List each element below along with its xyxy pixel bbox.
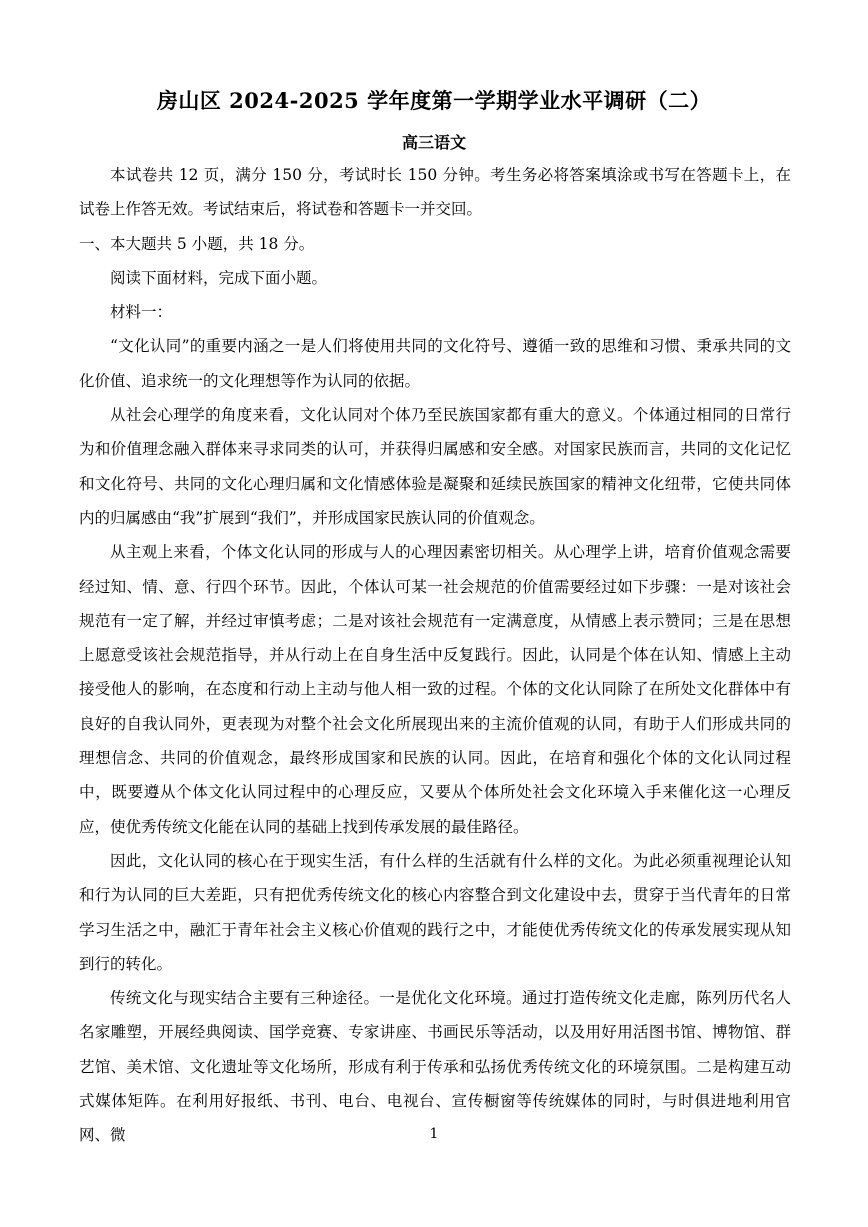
- page-number: 1: [429, 1126, 439, 1142]
- material-paragraph: 从主观上来看，个体文化认同的形成与人的心理因素密切相关。从心理学上讲，培育价值观念需要经过知、情、意、行四个环节。因此，个体认可某一社会规范的价值需要经过如下步骤：一是对该社会规范有一定了解，并经过审慎考虑；二是对该社会规范有一定满意度，从情感上表示赞同；三是在思想上愿意受该社会规范指导，并从行动上在自身生活中反复践行。因此，认同是个体在认知、情感上主动接受他人的影响，在态度和行动上主动与他人相一致的过程。个体的文化认同除了在所处文化群体中有良好的自我认同外，更表现为对整个社会文化所展现出来的主流价值观的认同，有助于人们形成共同的理想信念、共同的价值观念，最终形成国家和民族的认同。因此，在培育和强化个体的文化认同过程中，既要遵从个体文化认同过程中的心理反应，又要从个体所处社会文化环境入手来催化这一心理反应，使优秀传统文化能在认同的基础上找到传承发展的最佳路径。: [79, 543, 791, 836]
- exam-title: 房山区 2024-2025 学年度第一学期学业水平调研（二）: [156, 88, 712, 113]
- material-paragraph: “文化认同”的重要内涵之一是人们将使用共同的文化符号、遵循一致的思维和习惯、秉承共同的文化价值、追求统一的文化理想等作为认同的依据。: [79, 337, 791, 390]
- exam-body: [79, 158, 791, 1153]
- material-paragraph: 传统文化与现实结合主要有三种途径。一是优化文化环境。通过打造传统文化走廊，陈列历代名人名家雕塑，开展经典阅读、国学竞赛、专家讲座、书画民乐等活动，以及用好用活图书馆、博物馆、群艺馆、美术馆、文化遗址等文化场所，形成有利于传承和弘扬优秀传统文化的环境氛围。二是构建互动式媒体矩阵。在利用好报纸、书刊、电台、电视台、宣传橱窗等传统媒体的同时，与时俱进地利用官网、微: [79, 989, 791, 1145]
- exam-instructions: 本试卷共 12 页，满分 150 分，考试时长 150 分钟。考生务必将答案填涂或书写在答题卡上，在试卷上作答无效。考试结束后，将试卷和答题卡一并交回。: [79, 166, 791, 219]
- reading-directive: 阅读下面材料，完成下面小题。: [110, 268, 328, 287]
- exam-subject: 高三语文: [401, 133, 466, 152]
- section-heading: 一、本大题共 5 小题，共 18 分。: [79, 234, 315, 253]
- material-paragraph: 因此，文化认同的核心在于现实生活，有什么样的生活就有什么样的文化。为此必须重视理论认知和行为认同的巨大差距，只有把优秀传统文化的核心内容整合到文化建设中去，贯穿于当代青年的日常学习生活之中，融汇于青年社会主义核心价值观的践行之中，才能使优秀传统文化的传承发展实现从知到行的转化。: [79, 851, 791, 973]
- material-paragraph: 从社会心理学的角度来看，文化认同对个体乃至民族国家都有重大的意义。个体通过相同的日常行为和价值理念融入群体来寻求同类的认可，并获得归属感和安全感。对国家民族而言，共同的文化记忆和文化符号、共同的文化心理归属和文化情感体验是凝聚和延续民族国家的精神文化纽带，它使共同体内的归属感由“我”扩展到“我们”，并形成国家民族认同的价值观念。: [79, 406, 791, 527]
- material-label: 材料一：: [110, 303, 173, 322]
